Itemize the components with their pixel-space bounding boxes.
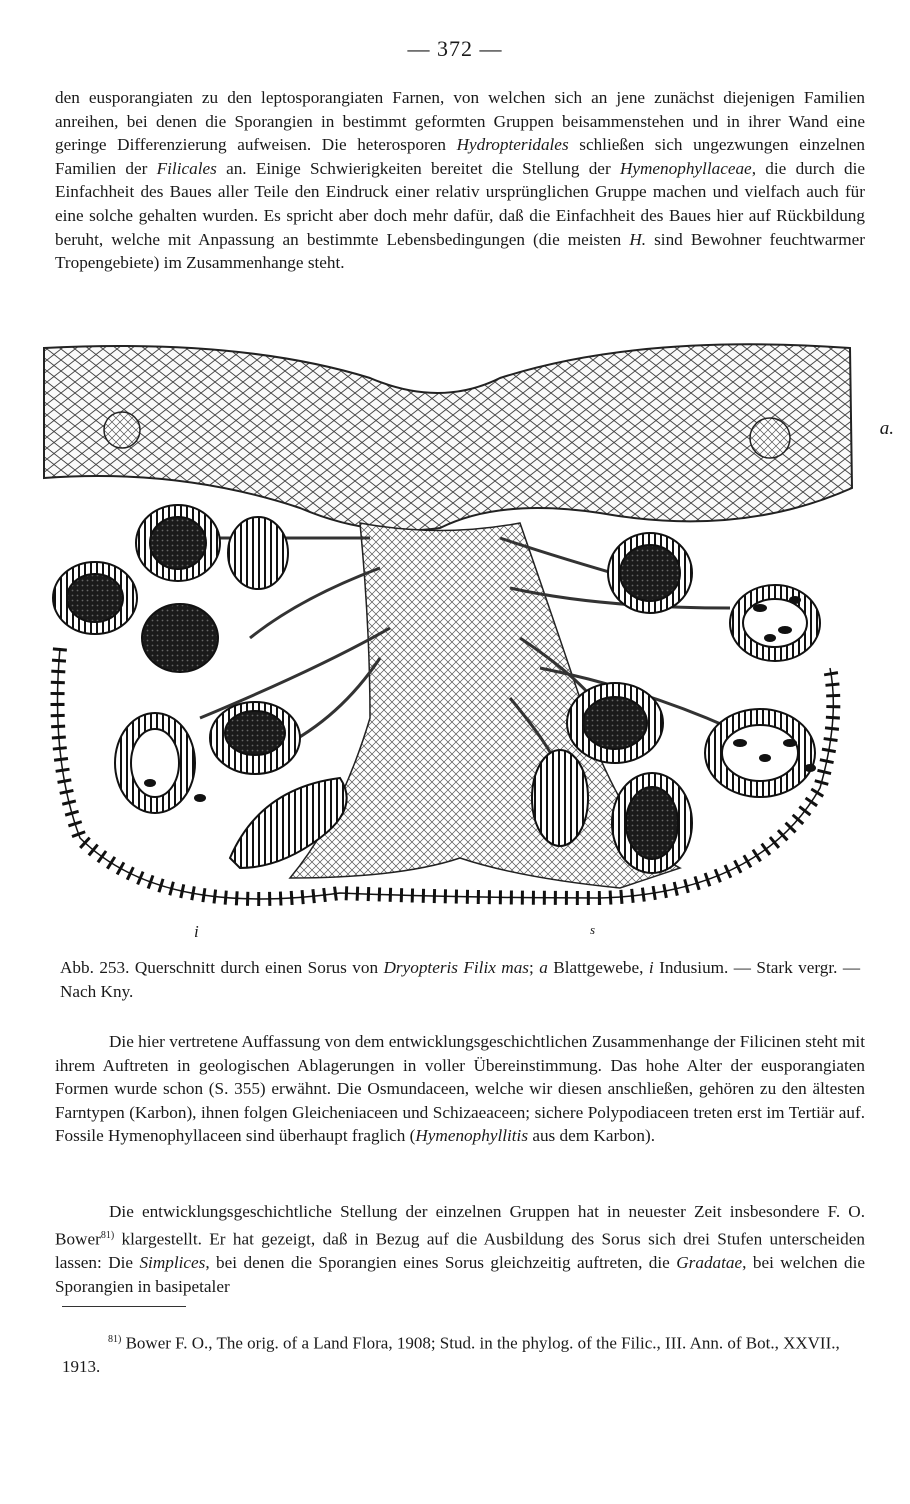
text-span: Indusium. — Stark vergr. — Nach Kny. (60, 958, 861, 1001)
taxon-hydropteridales: Hydropteridales (456, 135, 569, 155)
caption-species: Dryopteris Filix mas (383, 958, 529, 977)
term-simplices: Simplices (139, 1252, 206, 1272)
paragraph-1 (55, 86, 865, 275)
caption-label-a: a (539, 958, 548, 977)
text-span: , bei denen die Sporangien eines Sorus gleichzeitig auftreten, die (205, 1252, 677, 1272)
sorus-figure (40, 338, 894, 950)
figure-label-s: s (590, 922, 596, 937)
text-span: sind Bewohner feuchtwarmer Tropengebiete) im Zusammenhange steht. (55, 229, 865, 273)
paragraph-2 (55, 1030, 865, 1148)
text-span: , bei welchen die Sporangien in basipetaler (55, 1252, 865, 1296)
vascular-bundle-right (750, 418, 790, 458)
footnote-number: 81) (108, 1334, 122, 1345)
text-span: ; (529, 958, 540, 977)
text-span: Die entwicklungsgeschichtliche Stellung der einzelnen Gruppen hat in neuester Zeit insbesondere F. O. Bower (55, 1202, 865, 1249)
taxon-filicales: Filicales (156, 158, 217, 178)
text-span: Blattgewebe, (547, 958, 649, 977)
text-span: Die hier vertretene Auffassung von dem entwicklungsgeschichtlichen Zusammenhange der Filicinen steht mit ihrem Auftreten in geologischen Ablagerungen in voller Übereinstimmung. Das hohe Alter der eusporangiaten Formen wurde schon (S. 355) erwähnt. Die Osmundaceen, welche wir diesen anschließen, gehören zu den ältesten Farntypen (Karbon), ihnen folgen Gleicheniaceen und Schizaeaceen; sichere Polypodiaceen treten erst im Tertiär auf. Fossile Hymenophyllaceen sind überhaupt fraglich ( (55, 1032, 865, 1146)
taxon-hymenophyllitis: Hymenophyllitis (415, 1126, 529, 1146)
figure-label-a: a. (879, 418, 894, 439)
text-span: , die durch die Einfachheit des Baues aller Teile den Eindruck einer relativ ursprünglichen Gruppe machen und vielfach auch für eine solche gehalten wurden. Es spricht aber doch mehr dafür, daß die Einfachheit des Baues hier auf Rückbildung beruht, welche mit Anpassung an bestimmte Lebensbedingungen (die meisten (55, 158, 865, 249)
footnote-text: Bower F. O., The orig. of a Land Flora, 1908; Stud. in the phylog. of the Filic., III. Ann. of Bot., XXVII., 1913. (62, 1333, 840, 1376)
leaf-tissue (44, 344, 852, 530)
paragraph-3 (55, 1200, 865, 1298)
text-span: klargestellt. Er hat gezeigt, daß in Bezug auf die Ausbildung des Sorus sich drei Stufen unterscheiden lassen: Die (55, 1229, 865, 1272)
term-gradatae: Gradatae (676, 1252, 743, 1272)
text-span: schließen sich ungezwungen einzelnen Familien der (55, 135, 865, 178)
footnote-divider (62, 1306, 186, 1307)
caption-prefix: Abb. 253. Querschnitt durch einen Sorus von (60, 958, 384, 977)
text-span: aus dem Karbon). (528, 1126, 655, 1146)
figure-label-i: i (194, 922, 199, 941)
page-number: — 372 — (407, 36, 503, 61)
caption-label-i: i (648, 958, 654, 977)
footnote (62, 1328, 872, 1378)
footnote-ref: 81) (100, 1229, 115, 1241)
taxon-hymenophyllaceae: Hymenophyllaceae (619, 158, 752, 178)
figure-caption (60, 956, 860, 1003)
sorus-illustration (40, 338, 870, 950)
text-span: den eusporangiaten zu den leptosporangiaten Farnen, von welchen sich an jene zunächst diejenigen Familien anreihen, bei denen die Sporangien in bestimmt geformten Gruppen beisammenstehen und in ihrer Wand eine geringe Differenzierung aufweisen. Die heterosporen (55, 88, 865, 155)
text-span: an. Einige Schwierigkeiten bereitet die Stellung der (216, 158, 620, 178)
vascular-bundle-left (104, 412, 140, 448)
taxon-h-abbrev: H. (629, 229, 647, 249)
